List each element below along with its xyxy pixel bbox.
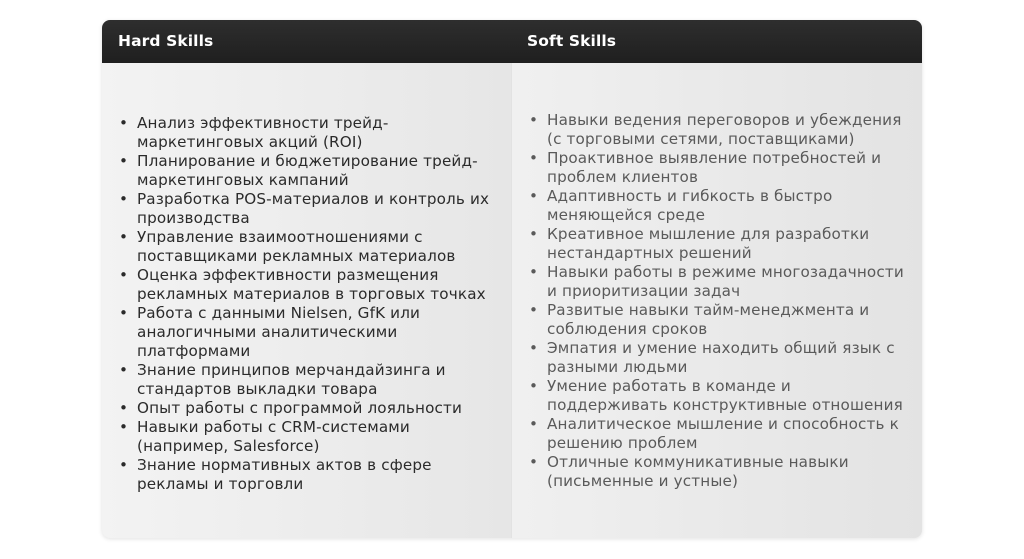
hard-skills-list bbox=[102, 114, 511, 494]
table-header bbox=[102, 20, 922, 63]
list-item bbox=[119, 227, 499, 266]
soft-skills-list bbox=[512, 111, 922, 491]
list-item bbox=[529, 111, 912, 149]
list-item bbox=[119, 113, 499, 152]
bullet-icon: • bbox=[529, 111, 539, 129]
bullet-icon: • bbox=[119, 265, 129, 284]
list-item bbox=[119, 303, 499, 361]
bullet-icon: • bbox=[119, 113, 129, 132]
list-item bbox=[529, 225, 912, 263]
list-item-text: Навыки ведения переговоров и убеждения (с торговыми сетями, поставщиками) bbox=[547, 111, 902, 148]
bullet-icon: • bbox=[529, 263, 539, 281]
list-item-text: Оценка эффективности размещения рекламных материалов в торговых точках bbox=[137, 265, 486, 303]
list-item bbox=[529, 453, 912, 491]
list-item-text: Креативное мышление для разработки нестандартных решений bbox=[547, 225, 870, 262]
bullet-icon: • bbox=[529, 339, 539, 357]
list-item bbox=[529, 263, 912, 301]
list-item-text: Навыки работы с CRM-системами (например, Salesforce) bbox=[137, 417, 410, 455]
bullet-icon: • bbox=[119, 189, 129, 208]
bullet-icon: • bbox=[529, 415, 539, 433]
list-item-text: Аналитическое мышление и способность к решению проблем bbox=[547, 415, 899, 452]
bullet-icon: • bbox=[119, 360, 129, 379]
bullet-icon: • bbox=[529, 225, 539, 243]
list-item-text: Анализ эффективности трейд-маркетинговых акций (ROI) bbox=[137, 113, 389, 151]
soft-skills-header: Soft Skills bbox=[527, 32, 617, 50]
list-item-text: Разработка POS-материалов и контроль их производства bbox=[137, 189, 490, 227]
bullet-icon: • bbox=[119, 455, 129, 474]
list-item bbox=[119, 151, 499, 190]
list-item-text: Знание принципов мерчандайзинга и стандартов выкладки товара bbox=[137, 360, 446, 398]
bullet-icon: • bbox=[529, 187, 539, 205]
list-item bbox=[529, 301, 912, 339]
list-item bbox=[119, 189, 499, 228]
list-item-text: Развитые навыки тайм-менеджмента и соблюдения сроков bbox=[547, 301, 870, 338]
bullet-icon: • bbox=[529, 453, 539, 471]
list-item-text: Работа с данными Nielsen, GfK или аналогичными аналитическими платформами bbox=[137, 303, 421, 360]
soft-skills-column bbox=[512, 63, 922, 538]
list-item-text: Планирование и бюджетирование трейд-маркетинговых кампаний bbox=[137, 151, 478, 189]
list-item-text: Управление взаимоотношениями с поставщиками рекламных материалов bbox=[137, 227, 456, 265]
list-item-text: Опыт работы с программой лояльности bbox=[137, 398, 463, 417]
list-item bbox=[529, 339, 912, 377]
bullet-icon: • bbox=[119, 227, 129, 246]
hard-skills-column bbox=[102, 63, 512, 538]
skills-table bbox=[102, 20, 922, 538]
table-body bbox=[102, 63, 922, 538]
bullet-icon: • bbox=[529, 301, 539, 319]
bullet-icon: • bbox=[119, 151, 129, 170]
list-item-text: Проактивное выявление потребностей и проблем клиентов bbox=[547, 149, 882, 186]
list-item bbox=[529, 377, 912, 415]
list-item-text: Отличные коммуникативные навыки (письменные и устные) bbox=[547, 453, 849, 490]
list-item bbox=[529, 149, 912, 187]
list-item-text: Умение работать в команде и поддерживать конструктивные отношения bbox=[547, 377, 903, 414]
bullet-icon: • bbox=[529, 149, 539, 167]
bullet-icon: • bbox=[119, 398, 129, 417]
list-item bbox=[119, 417, 499, 456]
list-item-text: Адаптивность и гибкость в быстро меняющейся среде bbox=[547, 187, 833, 224]
list-item bbox=[529, 415, 912, 453]
list-item-text: Навыки работы в режиме многозадачности и приоритизации задач bbox=[547, 263, 904, 300]
list-item bbox=[119, 398, 499, 418]
bullet-icon: • bbox=[529, 377, 539, 395]
list-item-text: Знание нормативных актов в сфере рекламы и торговли bbox=[137, 455, 432, 493]
list-item bbox=[119, 360, 499, 399]
list-item-text: Эмпатия и умение находить общий язык с разными людьми bbox=[547, 339, 895, 376]
bullet-icon: • bbox=[119, 417, 129, 436]
list-item bbox=[119, 265, 499, 304]
bullet-icon: • bbox=[119, 303, 129, 322]
list-item bbox=[529, 187, 912, 225]
hard-skills-header: Hard Skills bbox=[118, 32, 214, 50]
list-item bbox=[119, 455, 499, 494]
